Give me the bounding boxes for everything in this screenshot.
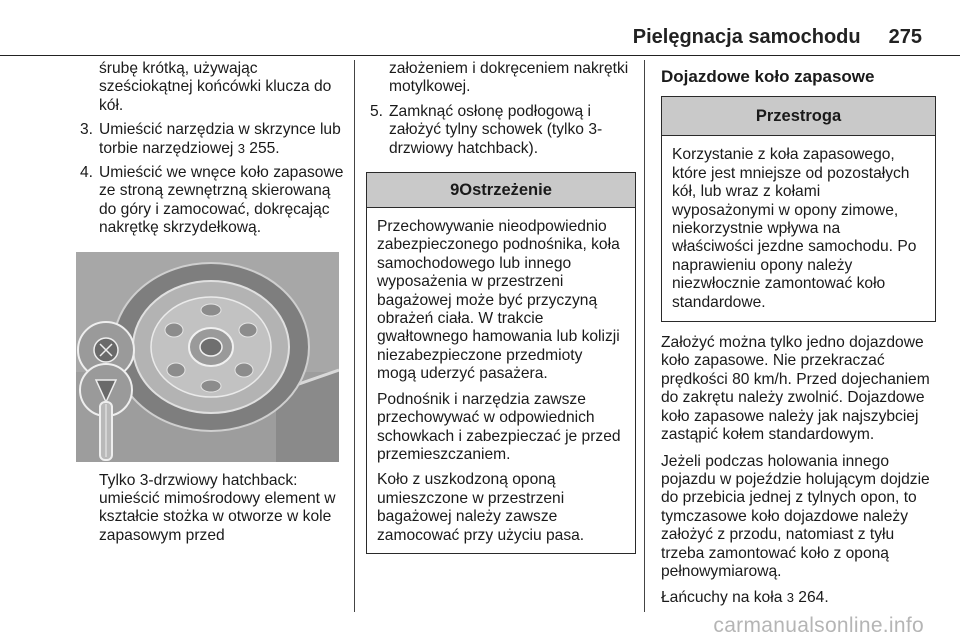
caution-header: Przestroga xyxy=(662,97,935,136)
page-ref-arrow-icon: 3 xyxy=(786,590,794,606)
column-divider xyxy=(354,60,355,612)
step-list xyxy=(366,103,636,158)
warning-body xyxy=(367,208,635,553)
warning-title: Ostrzeżenie xyxy=(459,181,552,200)
caution-body: Korzystanie z koła zapasowego, które jest mniejsze od pozostałych kół, lub wraz z kołami wyposażonymi w opony zimowe, niekorzystnie wpływa na właściwości jezdne samochodu. Po naprawieniu opony należy niezwłocznie zamontować koło standardowe. xyxy=(672,146,917,311)
watermark: carmanualsonline.info xyxy=(713,614,924,637)
page-ref-link[interactable]: 264. xyxy=(798,589,829,607)
spare-wheel-drawing xyxy=(76,252,339,462)
step-number: 3. xyxy=(80,121,94,139)
page-ref-arrow-icon: 3 xyxy=(237,140,245,156)
section-title: Dojazdowe koło zapasowe xyxy=(661,67,875,86)
spare-wheel-illustration xyxy=(76,252,339,462)
column-1 xyxy=(76,60,346,545)
step-list xyxy=(76,121,346,237)
page-title: Pielęgnacja samochodu xyxy=(632,26,861,48)
column-2 xyxy=(366,60,636,554)
column-3 xyxy=(661,60,936,608)
chains-reference xyxy=(661,589,936,607)
warning-paragraph: Przechowywanie nieodpowiednio zabezpieczonego podnośnika, koła samochodowego lub innego wyposażenia w przestrzeni bagażowej może być przyczyną obrażeń ciała. W trakcie gwałtownego hamowania lub kolizji niezabezpieczone przedmioty mogą uderzyć pasażera. xyxy=(377,218,620,383)
step-item xyxy=(76,121,346,158)
step-text: Umieścić we wnęce koło zapasowe ze stroną zewnętrzną skierowaną do góry i zamocować, dokręcając nakrętkę skrzydełkową. xyxy=(99,164,344,237)
warning-paragraph: Podnośnik i narzędzia zawsze przechowywać w odpowiednich schowkach i zabezpieczać je przed przemieszczaniem. xyxy=(377,390,621,463)
body-paragraph: Założyć można tylko jedno dojazdowe koło zapasowe. Nie przekraczać prędkości 80 km/h. Przed dojechaniem do zakrętu należy zwolnić. Dojazdowe koło zapasowe należy jak najszybciej zastąpić kołem standardowym. xyxy=(661,334,930,444)
warning-paragraph: Koło z uszkodzoną oponą umieszczone w przestrzeni bagażowej należy zawsze zamocować przy użyciu pasa. xyxy=(377,471,585,544)
figure-caption: Tylko 3-drzwiowy hatchback: umieścić mimośrodowy element w kształcie stożka w otworze w kole zapasowym przed xyxy=(99,471,336,544)
warning-triangle-icon: 9 xyxy=(450,181,460,200)
chains-text: Łańcuchy na koła xyxy=(661,589,783,607)
warning-header xyxy=(367,173,635,208)
column-divider xyxy=(644,60,645,612)
page-header xyxy=(633,26,922,56)
caution-box xyxy=(661,96,936,322)
step-number: 5. xyxy=(370,102,384,120)
warning-box xyxy=(366,172,636,554)
step-text: Umieścić narzędzia w skrzynce lub torbie narzędziowej xyxy=(99,121,341,157)
step-text: Zamknąć osłonę podłogową i założyć tylny schowek (tylko 3-drzwiowy hatchback). xyxy=(389,102,603,157)
page-number: 275 xyxy=(888,26,922,48)
step-continuation: założeniem i dokręceniem nakrętki motylkowej. xyxy=(389,60,629,96)
step-number: 4. xyxy=(80,164,94,182)
header-rule xyxy=(0,55,960,56)
page-ref-link[interactable]: 255. xyxy=(249,139,280,157)
step-continuation: śrubę krótką, używając sześciokątnej końcówki klucza do kół. xyxy=(99,60,332,114)
step-item xyxy=(366,103,636,158)
body-paragraph: Jeżeli podczas holowania innego pojazdu w pojeździe holującym dojdzie do przebicia jednej z tylnych opon, to tymczasowe koło dojazdowe należy założyć z przodu, natomiast z tyłu trzeba zamontować koło z oponą pełnowymiarową. xyxy=(661,452,930,580)
step-item xyxy=(76,164,346,238)
